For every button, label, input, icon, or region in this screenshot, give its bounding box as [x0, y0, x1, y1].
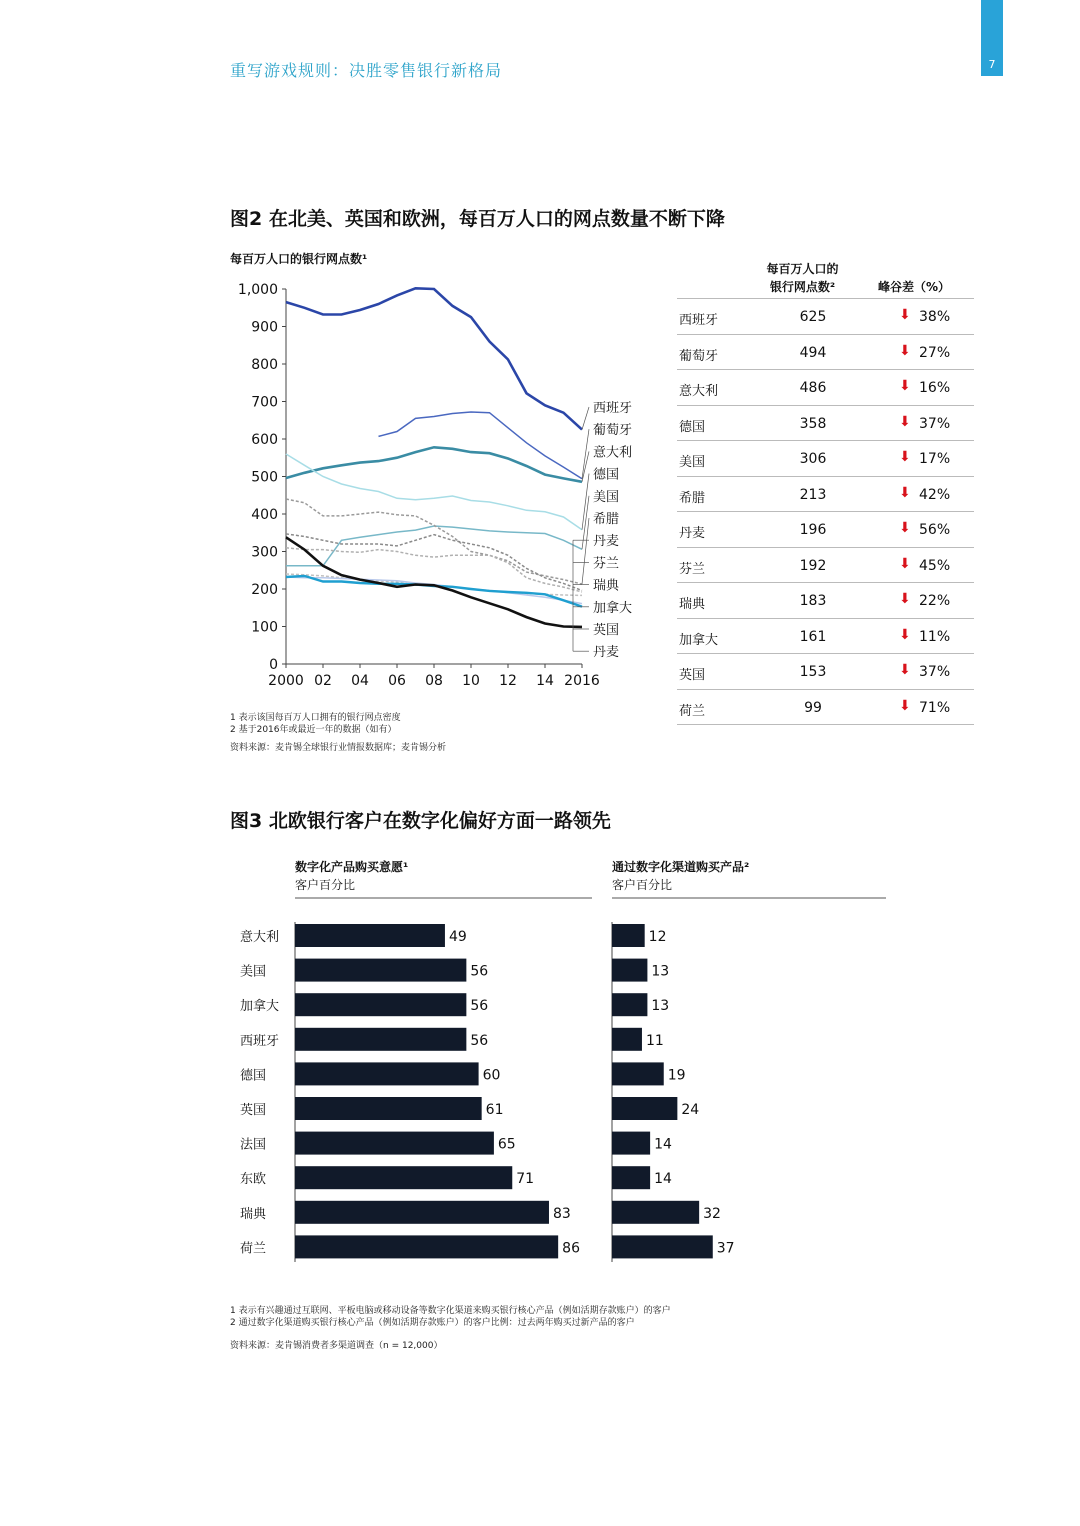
x-tick-label: 06	[388, 673, 406, 689]
table-country: 丹麦	[679, 526, 706, 541]
table-change: 56%	[919, 522, 951, 538]
table-header-count	[755, 260, 850, 296]
table-country: 意大利	[679, 384, 719, 399]
figure3-footnote-2: 2 通过数字化渠道购买银行核心产品（例如活期存款账户）的客户比例：过去两年购买过新产品的客户	[230, 1318, 635, 1328]
series-line-西班牙	[286, 288, 582, 429]
bar-right	[612, 1132, 650, 1155]
bar-category-label: 美国	[240, 964, 267, 980]
bar-left-value: 61	[485, 1102, 504, 1118]
table-row	[677, 547, 974, 583]
bar-left-value: 65	[497, 1136, 516, 1153]
bar-right-value: 19	[667, 1067, 686, 1084]
table-row	[677, 511, 974, 547]
table-change: 38%	[919, 309, 951, 325]
bar-right-value: 14	[654, 1171, 672, 1188]
series-label: 加拿大	[593, 600, 633, 616]
series-label: 丹麦	[593, 645, 620, 661]
series-line-葡萄牙	[379, 412, 583, 479]
table-value: 306	[799, 451, 827, 467]
x-tick-label: 2016	[564, 673, 600, 689]
bar-right	[612, 959, 647, 982]
down-arrow-icon: ⬇	[899, 307, 911, 323]
table-change: 27%	[919, 344, 951, 361]
table-country: 加拿大	[679, 632, 719, 648]
bar-right	[612, 1097, 677, 1120]
y-tick-label: 200	[251, 582, 278, 598]
figure2-title: 图2 在北美、英国和欧洲，每百万人口的网点数量不断下降	[230, 208, 725, 230]
table-value: 183	[799, 593, 827, 609]
y-tick-label: 800	[251, 357, 278, 373]
bar-left	[295, 1166, 512, 1189]
y-tick-label: 900	[251, 319, 278, 336]
table-header-count-line2: 银行网点数²	[769, 280, 836, 294]
bar-left-value: 83	[552, 1205, 571, 1222]
bar-left-subtitle: 客户百分比	[295, 878, 356, 892]
down-arrow-icon: ⬇	[899, 626, 911, 643]
x-tick-label: 08	[425, 673, 443, 689]
table-country: 西班牙	[679, 313, 719, 328]
bar-right	[612, 1235, 713, 1258]
table-country: 荷兰	[679, 703, 706, 719]
bar-charts	[230, 894, 900, 1264]
table-value: 99	[804, 699, 822, 716]
bar-left	[295, 1201, 549, 1224]
bar-right-value: 12	[648, 929, 667, 945]
table-change: 11%	[919, 628, 951, 645]
branch-table	[677, 298, 974, 725]
x-tick-label: 2000	[268, 673, 304, 689]
line-chart	[230, 272, 650, 692]
table-header-change: 峰谷差（%）	[878, 280, 951, 294]
figure3-title: 图3 北欧银行客户在数字化偏好方面一路领先	[230, 810, 611, 832]
table-change: 16%	[919, 380, 951, 396]
table-row	[677, 334, 974, 370]
table-bottom-rule	[677, 724, 974, 725]
bar-right-value: 13	[651, 963, 670, 980]
bar-category-label: 英国	[240, 1103, 267, 1118]
bar-right-value: 37	[716, 1240, 735, 1257]
series-line-英国	[286, 576, 582, 607]
table-change: 45%	[919, 557, 951, 574]
table-value: 196	[799, 522, 827, 538]
y-tick-label: 700	[251, 394, 278, 411]
y-tick-label: 600	[251, 432, 278, 448]
table-value: 358	[799, 415, 827, 432]
figure3-source: 资料来源：麦肯锡消费者多渠道调查（n = 12,000）	[230, 1341, 443, 1351]
bar-right	[612, 1062, 664, 1085]
series-line-德国	[286, 454, 582, 530]
y-tick-label: 400	[251, 507, 278, 523]
table-row	[677, 653, 974, 689]
table-row	[677, 369, 974, 405]
series-label: 希腊	[593, 512, 620, 527]
down-arrow-icon: ⬇	[899, 449, 911, 465]
leader-line	[582, 518, 589, 584]
table-value: 494	[799, 344, 827, 361]
table-row	[677, 476, 974, 512]
series-label: 西班牙	[593, 401, 633, 416]
x-tick-label: 10	[462, 673, 480, 689]
bar-right	[612, 993, 647, 1016]
table-row	[677, 440, 974, 476]
series-line-美国	[286, 526, 582, 566]
bar-left-value: 56	[470, 1032, 489, 1049]
bar-left	[295, 1132, 494, 1155]
table-value: 486	[799, 380, 827, 396]
table-value: 213	[799, 486, 827, 503]
series-label: 英国	[593, 623, 620, 638]
bar-right-title: 通过数字化渠道购买产品²	[612, 860, 750, 874]
down-arrow-icon: ⬇	[899, 662, 911, 678]
bar-left	[295, 993, 466, 1016]
bar-right-subtitle: 客户百分比	[612, 878, 673, 892]
bar-category-label: 法国	[240, 1137, 267, 1153]
x-tick-label: 02	[314, 673, 332, 689]
bar-right	[612, 1028, 642, 1051]
y-tick-label: 500	[251, 469, 278, 486]
bar-right-value: 24	[681, 1102, 700, 1118]
bar-right	[612, 1166, 650, 1189]
down-arrow-icon: ⬇	[899, 378, 911, 394]
bar-category-label: 德国	[240, 1068, 267, 1084]
table-row	[677, 582, 974, 618]
table-change: 71%	[919, 699, 951, 716]
bar-right	[612, 1201, 699, 1224]
y-tick-label: 100	[251, 619, 278, 636]
table-row	[677, 405, 974, 441]
x-tick-label: 04	[351, 673, 369, 689]
figure2-footnote-1: 1 表示该国每百万人口拥有的银行网点密度	[230, 713, 401, 723]
table-country: 英国	[679, 668, 706, 683]
figure2-source: 资料来源：麦肯锡全球银行业情报数据库；麦肯锡分析	[230, 743, 447, 753]
series-label: 葡萄牙	[593, 423, 633, 439]
bar-left	[295, 924, 445, 947]
bar-left	[295, 1028, 466, 1051]
table-country: 瑞典	[679, 597, 706, 612]
series-label: 芬兰	[593, 556, 620, 572]
x-tick-label: 12	[499, 673, 517, 689]
page-number: 7	[988, 58, 996, 71]
table-change: 22%	[919, 593, 951, 609]
down-arrow-icon: ⬇	[899, 591, 911, 607]
down-arrow-icon: ⬇	[899, 555, 911, 572]
table-value: 192	[799, 557, 827, 574]
x-tick-label: 14	[536, 673, 554, 689]
series-label: 瑞典	[593, 578, 620, 594]
down-arrow-icon: ⬇	[899, 342, 911, 359]
down-arrow-icon: ⬇	[899, 520, 911, 536]
bar-category-label: 加拿大	[240, 999, 280, 1015]
table-header-count-line1: 每百万人口的	[766, 262, 839, 276]
table-row	[677, 689, 974, 725]
table-country: 芬兰	[679, 561, 706, 577]
y-tick-label: 300	[251, 544, 278, 561]
table-country: 希腊	[679, 490, 706, 506]
leader-line	[582, 429, 589, 479]
table-country: 美国	[679, 455, 706, 470]
bar-left-value: 56	[470, 998, 489, 1015]
bar-category-label: 西班牙	[240, 1033, 280, 1049]
down-arrow-icon: ⬇	[899, 697, 911, 714]
bar-category-label: 东欧	[240, 1172, 267, 1188]
bar-right	[612, 924, 645, 947]
table-country: 葡萄牙	[679, 348, 719, 364]
series-line-意大利	[286, 447, 582, 482]
header-title: 重写游戏规则：决胜零售银行新格局	[230, 61, 503, 80]
bar-category-label: 意大利	[240, 930, 280, 945]
bar-right-value: 13	[651, 998, 670, 1015]
figure2-footnote-2: 2 基于2016年或最近一年的数据（如有）	[230, 725, 397, 735]
bar-left	[295, 1235, 558, 1258]
table-row	[677, 298, 974, 334]
bar-left	[295, 1097, 482, 1120]
table-value: 625	[799, 309, 827, 325]
table-change: 42%	[919, 486, 951, 503]
down-arrow-icon: ⬇	[899, 413, 911, 430]
bar-right-value: 32	[703, 1205, 721, 1222]
bar-left-value: 56	[470, 963, 489, 980]
table-value: 153	[799, 664, 827, 680]
y-tick-label: 0	[269, 657, 278, 673]
bar-left-value: 49	[448, 929, 467, 945]
series-label: 意大利	[593, 445, 633, 461]
bar-left-value: 60	[482, 1067, 501, 1084]
figure2-chart-title: 每百万人口的银行网点数¹	[230, 252, 368, 266]
table-change: 17%	[919, 451, 951, 467]
down-arrow-icon: ⬇	[899, 484, 911, 501]
series-label: 德国	[593, 467, 620, 483]
bar-right-value: 14	[654, 1136, 672, 1153]
table-row	[677, 618, 974, 654]
table-value: 161	[799, 628, 827, 645]
figure3-footnote-1: 1 表示有兴趣通过互联网、平板电脑或移动设备等数字化渠道来购买银行核心产品（例如活期存款账户）的客户	[230, 1306, 671, 1316]
bar-left-title: 数字化产品购买意愿¹	[295, 860, 409, 874]
bar-category-label: 荷兰	[240, 1241, 267, 1257]
series-label: 丹麦	[593, 534, 620, 550]
y-tick-label: 1,000	[237, 282, 278, 298]
bar-left	[295, 959, 466, 982]
bar-right-value: 11	[645, 1032, 664, 1049]
table-change: 37%	[919, 664, 951, 680]
series-label: 美国	[593, 489, 620, 505]
leader-line	[582, 407, 589, 430]
table-change: 37%	[919, 415, 951, 432]
table-country: 德国	[679, 419, 706, 435]
bar-category-label: 瑞典	[240, 1206, 267, 1222]
bar-left-value: 86	[562, 1240, 580, 1257]
bar-left	[295, 1062, 479, 1085]
bar-left-value: 71	[516, 1171, 535, 1188]
